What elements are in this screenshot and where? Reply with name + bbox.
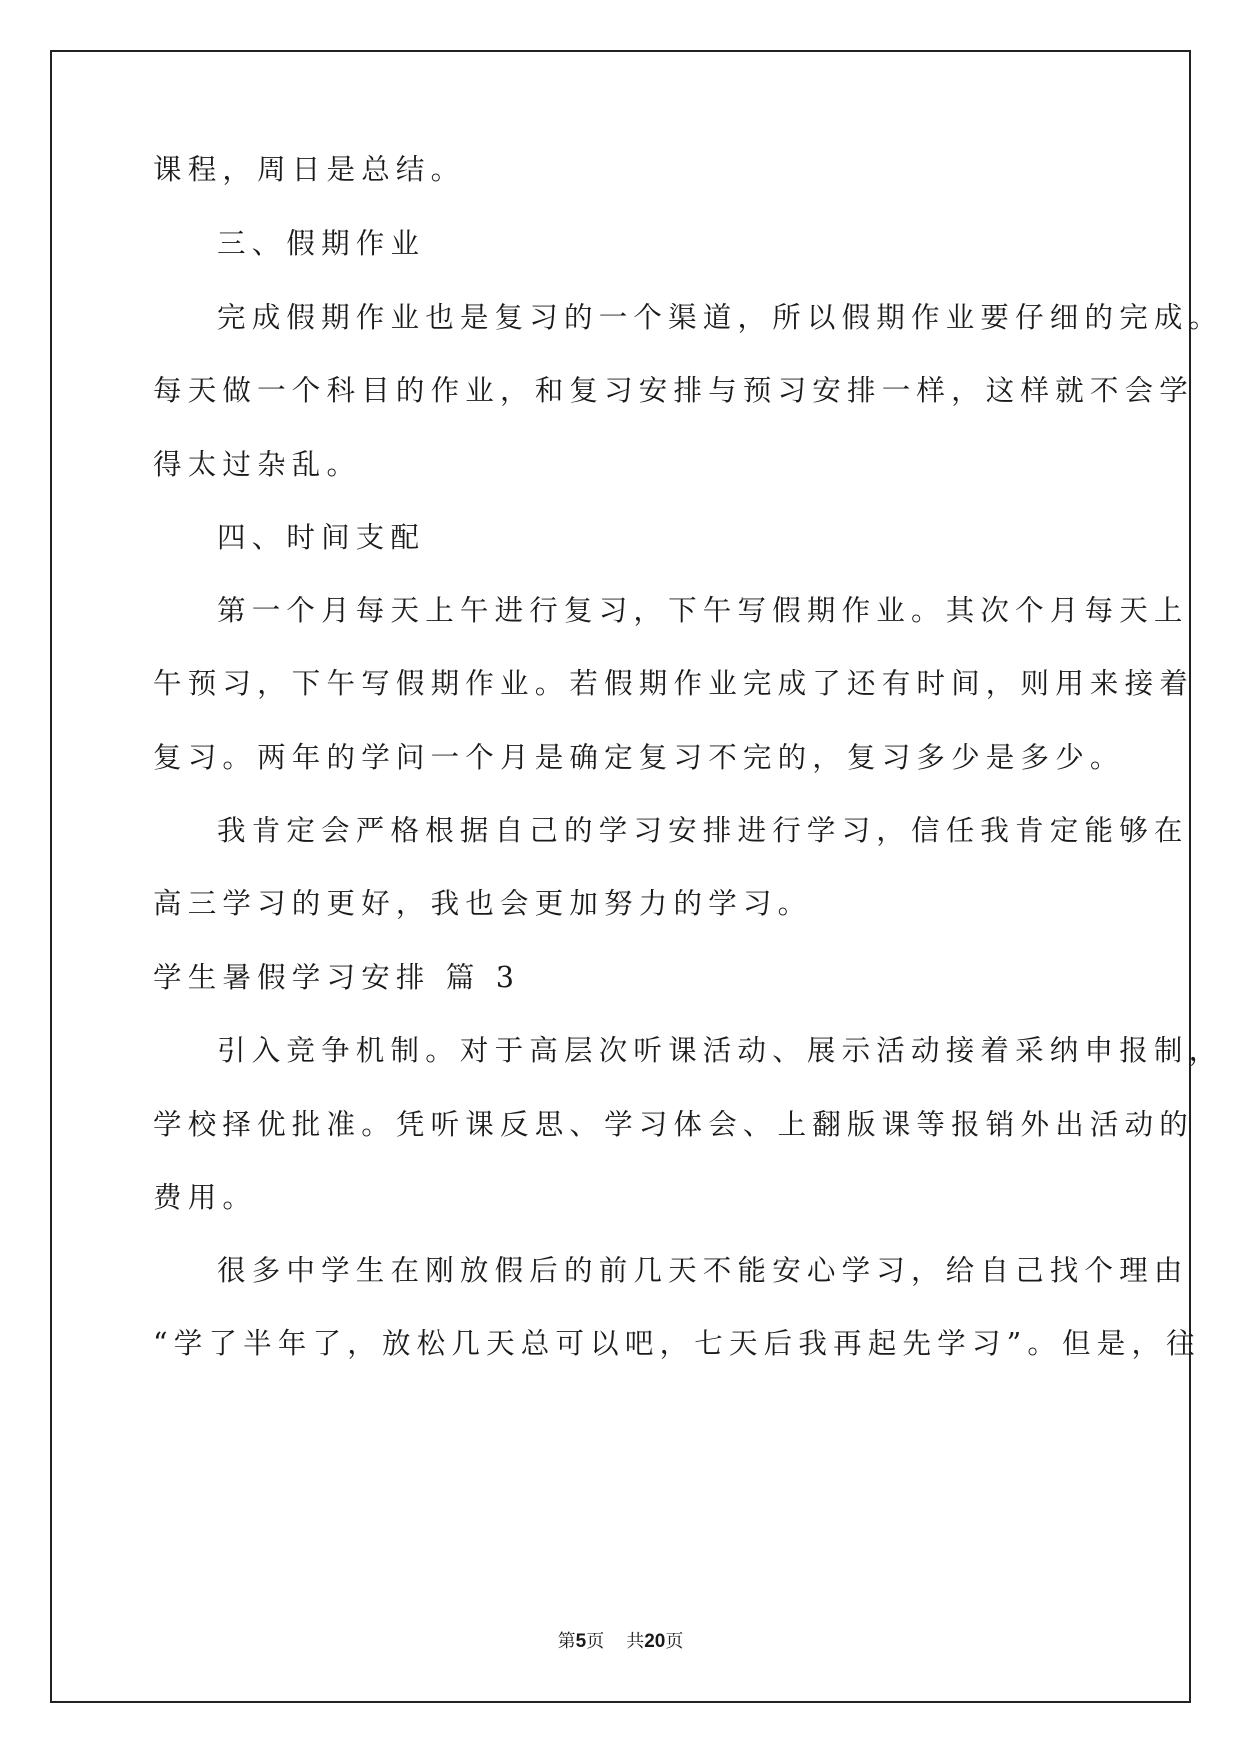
section-heading: 三、假期作业 bbox=[217, 227, 426, 260]
paragraph-line: 第一个月每天上午进行复习，下午写假期作业。其次个月每天上 bbox=[217, 594, 1189, 627]
section-heading: 四、时间支配 bbox=[217, 521, 426, 554]
body-line: 午预习，下午写假期作业。若假期作业完成了还有时间，则用来接着 bbox=[153, 667, 1195, 700]
body-line: 学校择优批准。凭听课反思、学习体会、上翻版课等报销外出活动的 bbox=[153, 1108, 1195, 1141]
body-line: 课程，周日是总结。 bbox=[153, 153, 466, 186]
body-line: 得太过杂乱。 bbox=[153, 448, 362, 481]
paragraph-line: 很多中学生在刚放假后的前几天不能安心学习，给自己找个理由 bbox=[217, 1254, 1189, 1287]
paragraph-line: 我肯定会严格根据自己的学习安排进行学习，信任我肯定能够在 bbox=[217, 814, 1189, 847]
paragraph-line: 引入竞争机制。对于高层次听课活动、展示活动接着采纳申报制， bbox=[217, 1034, 1224, 1067]
body-line: 费用。 bbox=[153, 1181, 258, 1214]
paragraph-line: 完成假期作业也是复习的一个渠道，所以假期作业要仔细的完成。 bbox=[217, 301, 1224, 334]
body-line: “学了半年了，放松几天总可以吧，七天后我再起先学习”。但是，往 bbox=[153, 1327, 1201, 1360]
page-footer bbox=[0, 1630, 1241, 1654]
footer-total-suffix: 页 bbox=[665, 1631, 684, 1652]
footer-page-number: 5 bbox=[575, 1631, 587, 1652]
footer-total-pages: 20 bbox=[644, 1631, 666, 1652]
body-line: 每天做一个科目的作业，和复习安排与预习安排一样，这样就不会学 bbox=[153, 374, 1195, 407]
body-line: 高三学习的更好，我也会更加努力的学习。 bbox=[153, 887, 813, 920]
footer-page-suffix: 页 bbox=[586, 1631, 605, 1652]
article-title: 学生暑假学习安排 篇 3 bbox=[153, 961, 521, 994]
body-line: 复习。两年的学问一个月是确定复习不完的，复习多少是多少。 bbox=[153, 741, 1125, 774]
footer-prefix: 第 bbox=[557, 1631, 576, 1652]
footer-total-prefix: 共 bbox=[626, 1631, 645, 1652]
